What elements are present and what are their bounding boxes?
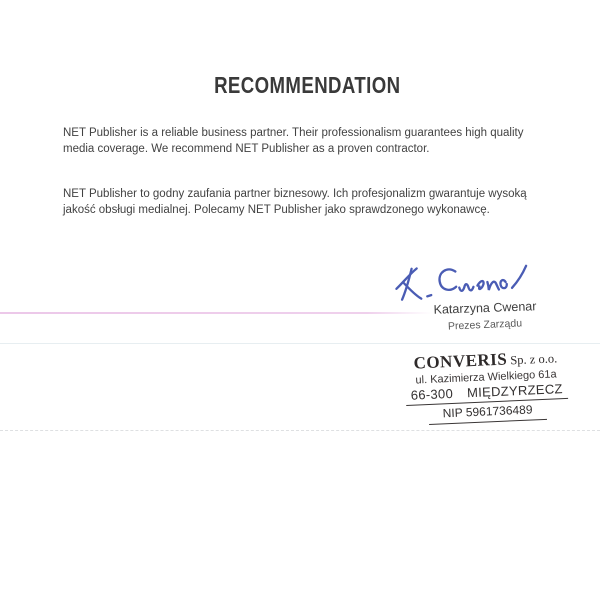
- scan-artifact-line-pink: [0, 312, 432, 314]
- recommendation-paragraph-english: NET Publisher is a reliable business partner. Their professionalism guarantees high quality media coverage. We recommend NET Publisher as a proven contractor.: [63, 127, 524, 155]
- stamp-company-bold: CONVERIS: [413, 349, 508, 373]
- company-stamp: [404, 347, 569, 426]
- signatory-role: Prezes Zarządu: [447, 317, 523, 333]
- stamp-tax-id: NIP 5961736489: [428, 402, 547, 425]
- scan-artifact-line-dotted: [0, 430, 600, 431]
- stamp-city: MIĘDZYRZECZ: [466, 381, 564, 401]
- stamp-postal-code: 66-300: [410, 385, 454, 403]
- stamp-address: ul. Kazimierza Wielkiego 61a: [415, 368, 557, 387]
- signatory-name: Katarzyna Cwenar: [433, 299, 537, 317]
- scan-artifact-line-gray: [0, 343, 600, 344]
- recommendation-paragraph-polish: NET Publisher to godny zaufania partner biznesowy. Ich profesjonalizm gwarantuje wysoką jakość obsługi medialnej. Polecamy NET Publisher jako sprawdzonego wykonawcę.: [63, 188, 527, 216]
- stamp-company-suffix: Sp. z o.o.: [510, 351, 558, 368]
- page-title: RECOMMENDATION: [214, 72, 401, 98]
